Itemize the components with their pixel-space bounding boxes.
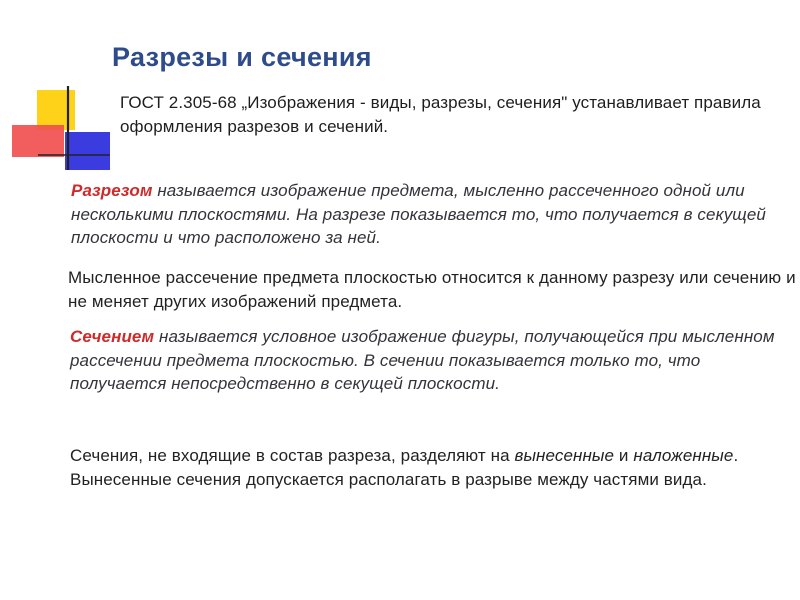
sections-note-part3: . Вынесенные сечения допускается располагать в разрыве между частями вида. xyxy=(70,446,739,489)
decorative-squares-icon xyxy=(0,0,110,170)
conditional-note: Мысленное рассечение предмета плоскостью относится к данному разрезу или сечению и не меняет других изображений предмета. xyxy=(68,268,796,311)
sections-note xyxy=(70,444,800,491)
sections-note-part1: Сечения, не входящие в состав разреза, разделяют на xyxy=(70,446,515,465)
section-definition xyxy=(70,325,800,396)
section-definition-text: называется условное изображение фигуры, получающейся при мысленном рассечении предмета плоскостью. В сечении показывается только то, что получается непосредственно в секущей плоскости. xyxy=(70,327,775,394)
cut-definition xyxy=(71,179,791,250)
gost-text: ГОСТ 2.305-68 „Изображения - виды, разрезы, сечения" устанавливает правила оформления разрезов и сечений. xyxy=(120,93,761,136)
section-term: Сечением xyxy=(70,327,155,346)
page-title: Разрезы и сечения xyxy=(112,42,372,72)
sections-note-part2: и xyxy=(614,446,634,465)
cut-term: Разрезом xyxy=(71,181,153,200)
sections-note-em1: вынесенные xyxy=(514,446,615,465)
cut-definition-text: называется изображение предмета, мысленно рассеченного одной или несколькими плоскостями. На разрезе показывается то, что получается в секущей плоскости и что расположено за ней. xyxy=(71,181,766,248)
sections-note-em2: наложенные xyxy=(633,446,734,465)
